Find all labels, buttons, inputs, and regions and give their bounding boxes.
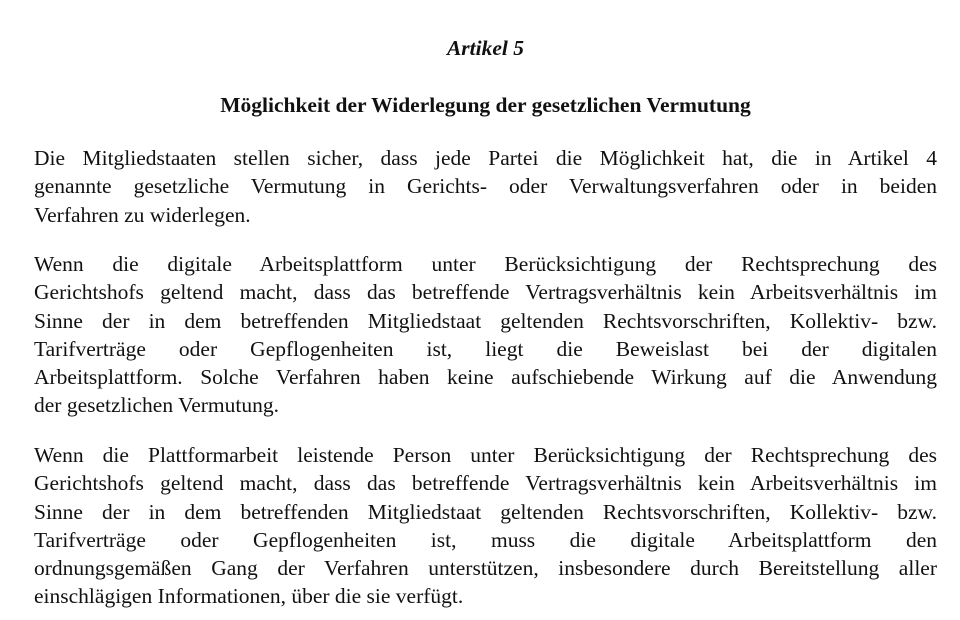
paragraph-line: Sinne der in dem betreffenden Mitgliedstaat geltenden Rechtsvorschriften, Kollektiv- bzw. <box>34 308 937 333</box>
paragraph-line: Wenn die Plattformarbeit leistende Person unter Berücksichtigung der Rechtsprechung des <box>34 443 937 467</box>
paragraph-3 <box>34 441 937 611</box>
paragraph-2 <box>34 250 937 420</box>
paragraph-1 <box>34 144 937 229</box>
paragraph-line: Tarifverträge oder Gepflogenheiten ist, liegt die Beweislast bei der digitalen <box>34 336 937 361</box>
paragraph-line: genannte gesetzliche Vermutung in Gerichts- oder Verwaltungsverfahren oder in beiden <box>34 174 937 199</box>
paragraph-line: Arbeitsplattform. Solche Verfahren haben keine aufschiebende Wirkung auf die Anwendung <box>34 365 937 390</box>
paragraph-line: Gerichtshofs geltend macht, dass das betreffende Vertragsverhältnis kein Arbeitsverhältnis im <box>34 280 937 305</box>
paragraph-line: Gerichtshofs geltend macht, dass das betreffende Vertragsverhältnis kein Arbeitsverhältnis im <box>34 471 937 496</box>
article-number: Artikel 5 <box>446 36 525 60</box>
paragraph-line: der gesetzlichen Vermutung. <box>34 393 279 418</box>
paragraph-line: Tarifverträge oder Gepflogenheiten ist, muss die digitale Arbeitsplattform den <box>34 527 937 552</box>
paragraph-line: ordnungsgemäßen Gang der Verfahren unterstützen, insbesondere durch Bereitstellung aller <box>34 556 937 581</box>
article-title: Möglichkeit der Widerlegung der gesetzlichen Vermutung <box>220 93 751 117</box>
paragraph-line: Wenn die digitale Arbeitsplattform unter Berücksichtigung der Rechtsprechung des <box>34 252 937 276</box>
paragraph-line: Verfahren zu widerlegen. <box>34 202 251 227</box>
paragraph-line: einschlägigen Informationen, über die sie verfügt. <box>34 584 464 609</box>
paragraph-line: Sinne der in dem betreffenden Mitgliedstaat geltenden Rechtsvorschriften, Kollektiv- bzw. <box>34 499 937 524</box>
paragraph-line: Die Mitgliedstaaten stellen sicher, dass jede Partei die Möglichkeit hat, die in Artikel 4 <box>34 146 937 170</box>
